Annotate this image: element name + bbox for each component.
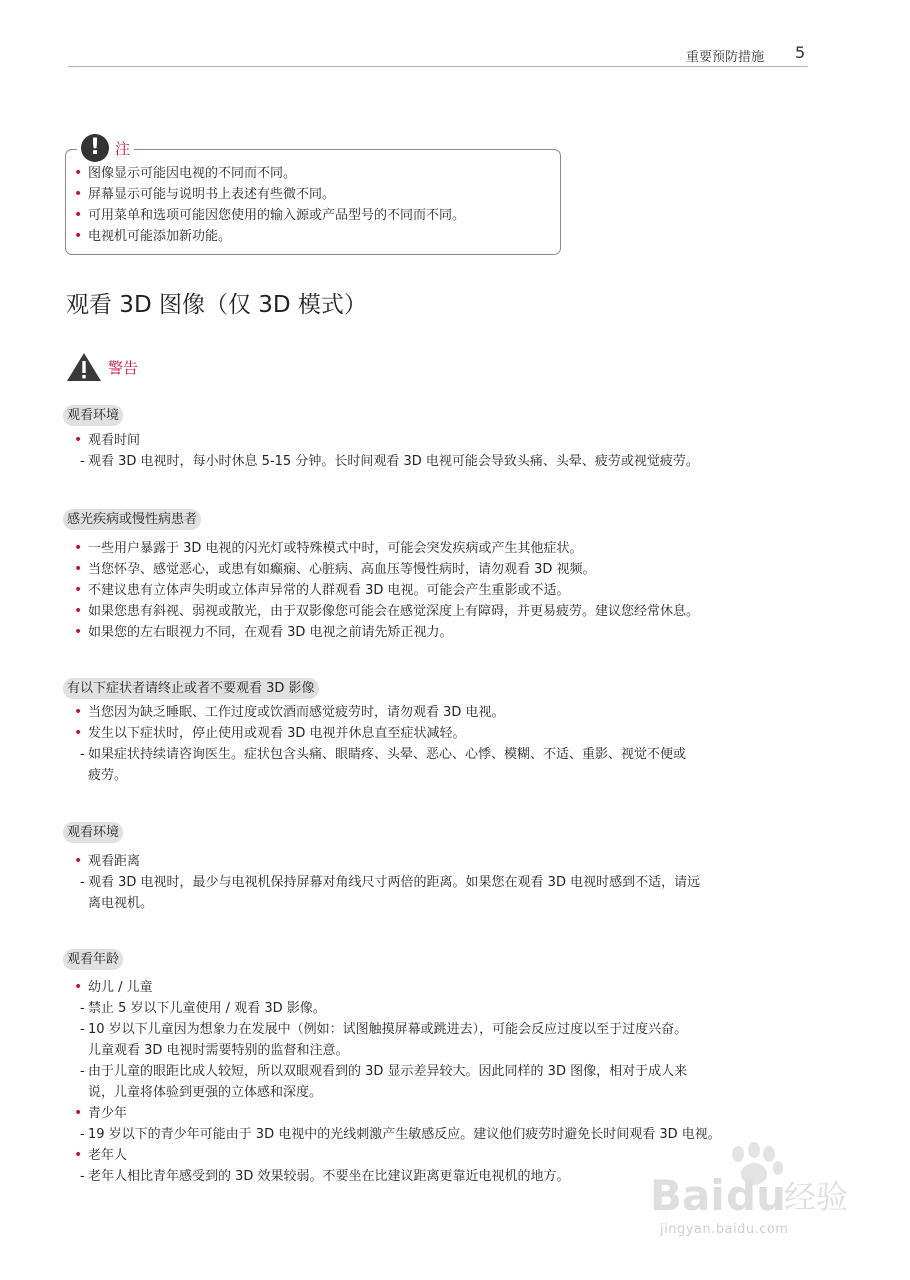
section-list: [74, 977, 721, 1187]
section-list: [74, 430, 699, 472]
dash-item: - 由于儿童的眼距比成人较短，所以双眼观看到的 3D 显示差异较大。因此同样的 3D 图像，相对于成人来: [74, 1061, 721, 1082]
note-item: • 电视机可能添加新功能。: [74, 226, 465, 247]
section-heading: 观看环境: [63, 822, 123, 843]
note-item: • 屏幕显示可能与说明书上表述有些微不同。: [74, 184, 465, 205]
dash-item: - 老年人相比青年感受到的 3D 效果较弱。不要坐在比建议距离更靠近电视机的地方。: [74, 1166, 721, 1187]
continuation-line: 儿童观看 3D 电视时需要特别的监督和注意。: [88, 1043, 349, 1058]
svg-text:经验: 经验: [784, 1178, 849, 1216]
watermark-url: jingyan.baidu.com: [660, 1222, 789, 1237]
bullet-item: • 幼儿 / 儿童: [74, 977, 721, 998]
bullet-item: • 如果您患有斜视、弱视或散光，由于双影像您可能会在感觉深度上有障碍，并更易疲劳。建议您经常休息。: [74, 601, 699, 622]
section-list: [74, 538, 699, 643]
dash-item: - 禁止 5 岁以下儿童使用 / 观看 3D 影像。: [74, 998, 721, 1019]
continuation-line: 疲劳。: [88, 768, 128, 783]
page-number: 5: [795, 43, 806, 62]
bullet-item: • 如果您的左右眼视力不同，在观看 3D 电视之前请先矫正视力。: [74, 622, 699, 643]
section-heading: 感光疾病或慢性病患者: [63, 509, 201, 530]
bullet-item: • 一些用户暴露于 3D 电视的闪光灯或特殊模式中时，可能会突发疾病或产生其他症状。: [74, 538, 699, 559]
note-item: • 图像显示可能因电视的不同而不同。: [74, 163, 465, 184]
section-list: [74, 851, 700, 914]
bullet-item: • 当您因为缺乏睡眠、工作过度或饮酒而感觉疲劳时，请勿观看 3D 电视。: [74, 702, 686, 723]
exclamation-icon: !: [81, 134, 109, 162]
dash-item: - 如果症状持续请咨询医生。症状包含头痛、眼睛疼、头晕、恶心、心悸、模糊、不适、重影、视觉不便或: [74, 744, 686, 765]
bullet-item: • 当您怀孕、感觉恶心，或患有如癫痫、心脏病、高血压等慢性病时，请勿观看 3D 视频。: [74, 559, 699, 580]
dash-item: - 19 岁以下的青少年可能由于 3D 电视中的光线刺激产生敏感反应。建议他们疲劳时避免长时间观看 3D 电视。: [74, 1124, 721, 1145]
continuation-line: 离电视机。: [88, 896, 154, 911]
bullet-item: • 观看距离: [74, 851, 700, 872]
bullet-item: • 发生以下症状时，停止使用或观看 3D 电视并休息直至症状减轻。: [74, 723, 686, 744]
dash-item: - 观看 3D 电视时，最少与电视机保持屏幕对角线尺寸两倍的距离。如果您在观看 3D 电视时感到不适，请远: [74, 872, 700, 893]
note-label: 注: [115, 139, 131, 158]
section-heading: 有以下症状者请终止或者不要观看 3D 影像: [63, 678, 319, 699]
warning-label: 警告: [108, 358, 139, 377]
note-list: [74, 163, 465, 247]
bullet-item: • 观看时间: [74, 430, 699, 451]
note-heading: [77, 133, 134, 163]
header-rule: [68, 66, 808, 67]
watermark-logo: [650, 1140, 860, 1224]
warning-heading: [66, 352, 138, 382]
note-item: • 可用菜单和选项可能因您使用的输入源或产品型号的不同而不同。: [74, 205, 465, 226]
continuation-line: 说，儿童将体验到更强的立体感和深度。: [88, 1085, 323, 1100]
bullet-item: • 老年人: [74, 1145, 721, 1166]
bullet-item: • 青少年: [74, 1103, 721, 1124]
header-title: 重要预防措施: [686, 50, 765, 65]
section-heading: 观看年龄: [63, 949, 123, 970]
bullet-item: • 不建议患有立体声失明或立体声异常的人群观看 3D 电视。可能会产生重影或不适。: [74, 580, 699, 601]
warning-triangle-icon: [66, 352, 102, 382]
dash-item: - 观看 3D 电视时，每小时休息 5-15 分钟。长时间观看 3D 电视可能会导致头痛、头晕、疲劳或视觉疲劳。: [74, 451, 699, 472]
svg-text:du: du: [726, 1171, 786, 1220]
section-heading: 观看环境: [63, 405, 123, 426]
page-title: 观看 3D 图像（仅 3D 模式）: [66, 292, 367, 318]
svg-text:Bai: Bai: [650, 1171, 725, 1220]
section-list: [74, 702, 686, 786]
dash-item: - 10 岁以下儿童因为想象力在发展中（例如：试图触摸屏幕或跳进去），可能会反应过度以至于过度兴奋。: [74, 1019, 721, 1040]
